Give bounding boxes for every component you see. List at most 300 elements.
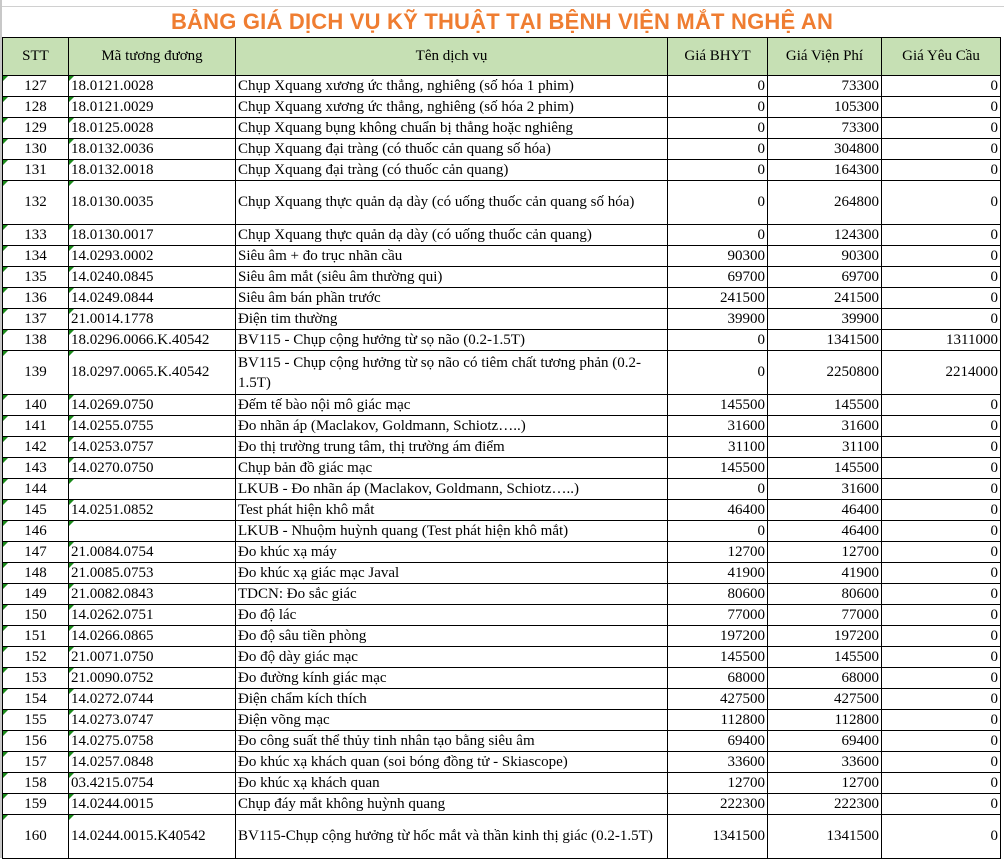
cell-ma-tuong-duong[interactable] (69, 288, 236, 309)
cell-gia-yeu-cau[interactable] (882, 288, 1001, 309)
cell-gia-yeu-cau-text: 0 (990, 711, 998, 728)
cell-gia-yeu-cau-text: 0 (990, 795, 998, 812)
cell-gia-vien-phi[interactable] (768, 794, 882, 815)
cell-stt[interactable] (3, 794, 69, 815)
cell-gia-yeu-cau[interactable] (882, 225, 1001, 246)
cell-gia-yeu-cau[interactable] (882, 752, 1001, 773)
cell-gia-vien-phi-text: 112800 (834, 711, 879, 728)
cell-ma-tuong-duong[interactable] (69, 689, 236, 710)
comment-marker-icon (69, 288, 74, 293)
cell-ten-dich-vu-text: Đo độ sâu tiền phòng (238, 627, 367, 644)
cell-gia-vien-phi-text: 31600 (841, 417, 879, 434)
comment-marker-icon (69, 647, 74, 652)
cell-ma-tuong-duong[interactable] (69, 773, 236, 794)
cell-gia-yeu-cau-text: 0 (990, 98, 998, 115)
comment-marker-icon (3, 542, 8, 547)
cell-ten-dich-vu-text: TDCN: Đo sắc giác (238, 585, 357, 602)
cell-ten-dich-vu[interactable] (236, 668, 668, 689)
cell-gia-bhyt-text: 145500 (720, 396, 765, 413)
cell-ma-tuong-duong[interactable] (69, 794, 236, 815)
header-gia-yeu-cau[interactable]: Giá Yêu Cầu (882, 38, 1001, 76)
cell-gia-yeu-cau[interactable] (882, 309, 1001, 330)
cell-ten-dich-vu[interactable] (236, 815, 668, 859)
cell-gia-yeu-cau[interactable] (882, 689, 1001, 710)
cell-ma-tuong-duong[interactable] (69, 118, 236, 139)
comment-marker-icon (69, 668, 74, 673)
cell-gia-vien-phi[interactable] (768, 605, 882, 626)
cell-stt[interactable] (3, 351, 69, 395)
cell-gia-vien-phi[interactable] (768, 97, 882, 118)
cell-gia-bhyt[interactable] (668, 330, 768, 351)
cell-stt[interactable] (3, 521, 69, 542)
cell-gia-vien-phi[interactable] (768, 118, 882, 139)
comment-marker-icon (69, 160, 74, 165)
cell-gia-yeu-cau[interactable] (882, 458, 1001, 479)
cell-stt[interactable] (3, 118, 69, 139)
cell-gia-vien-phi-text: 31600 (841, 480, 879, 497)
cell-gia-bhyt[interactable] (668, 500, 768, 521)
cell-ten-dich-vu[interactable] (236, 181, 668, 225)
comment-marker-icon (69, 563, 74, 568)
cell-stt-text: 143 (24, 459, 47, 476)
cell-gia-vien-phi-text: 77000 (841, 606, 879, 623)
cell-stt[interactable] (3, 668, 69, 689)
cell-gia-vien-phi[interactable] (768, 521, 882, 542)
cell-ten-dich-vu[interactable] (236, 689, 668, 710)
cell-ten-dich-vu[interactable] (236, 437, 668, 458)
cell-ten-dich-vu[interactable] (236, 563, 668, 584)
cell-ma-tuong-duong[interactable] (69, 181, 236, 225)
table-row (3, 118, 1001, 139)
cell-gia-yeu-cau-text: 0 (990, 161, 998, 178)
cell-ten-dich-vu[interactable] (236, 160, 668, 181)
cell-gia-bhyt[interactable] (668, 351, 768, 395)
comment-marker-icon (3, 246, 8, 251)
cell-gia-bhyt[interactable] (668, 395, 768, 416)
cell-gia-yeu-cau-text: 0 (990, 669, 998, 686)
cell-stt[interactable] (3, 458, 69, 479)
cell-gia-yeu-cau[interactable] (882, 246, 1001, 267)
cell-gia-vien-phi[interactable] (768, 479, 882, 500)
cell-ma-tuong-duong[interactable] (69, 815, 236, 859)
cell-stt[interactable] (3, 246, 69, 267)
cell-gia-bhyt[interactable] (668, 794, 768, 815)
cell-ma-tuong-duong[interactable] (69, 731, 236, 752)
cell-ma-tuong-duong-text: 18.0121.0028 (71, 77, 154, 94)
cell-ten-dich-vu-text: LKUB - Đo nhãn áp (Maclakov, Goldmann, Schiotz…..) (238, 480, 580, 497)
cell-ma-tuong-duong[interactable] (69, 584, 236, 605)
cell-ten-dich-vu[interactable] (236, 500, 668, 521)
comment-marker-icon (3, 563, 8, 568)
table-row (3, 395, 1001, 416)
table-row (3, 267, 1001, 288)
cell-gia-yeu-cau[interactable] (882, 139, 1001, 160)
cell-gia-bhyt[interactable] (668, 605, 768, 626)
cell-ma-tuong-duong[interactable] (69, 563, 236, 584)
cell-ten-dich-vu-text: Chụp đáy mắt không huỳnh quang (238, 795, 446, 812)
cell-gia-bhyt[interactable] (668, 542, 768, 563)
cell-gia-yeu-cau[interactable] (882, 500, 1001, 521)
cell-stt[interactable] (3, 160, 69, 181)
cell-gia-bhyt[interactable] (668, 689, 768, 710)
cell-ma-tuong-duong[interactable] (69, 246, 236, 267)
cell-ten-dich-vu-text: BV115 - Chụp cộng hưởng từ sọ não có tiêm chất tương phản (0.2-1.5T) (238, 354, 641, 391)
table-row (3, 731, 1001, 752)
cell-ma-tuong-duong-text: 18.0296.0066.K.40542 (71, 331, 210, 348)
cell-ten-dich-vu[interactable] (236, 626, 668, 647)
cell-gia-bhyt[interactable] (668, 139, 768, 160)
cell-gia-vien-phi[interactable] (768, 330, 882, 351)
cell-gia-yeu-cau[interactable] (882, 710, 1001, 731)
cell-gia-vien-phi[interactable] (768, 752, 882, 773)
cell-gia-yeu-cau[interactable] (882, 76, 1001, 97)
cell-gia-yeu-cau[interactable] (882, 731, 1001, 752)
cell-ten-dich-vu[interactable] (236, 731, 668, 752)
cell-gia-yeu-cau[interactable] (882, 479, 1001, 500)
cell-gia-yeu-cau-text: 0 (990, 417, 998, 434)
cell-ten-dich-vu[interactable] (236, 752, 668, 773)
cell-gia-vien-phi[interactable] (768, 689, 882, 710)
cell-gia-yeu-cau-text: 0 (990, 732, 998, 749)
cell-gia-yeu-cau-text: 0 (990, 564, 998, 581)
cell-ten-dich-vu-text: Siêu âm mắt (siêu âm thường qui) (238, 268, 443, 285)
cell-gia-yeu-cau[interactable] (882, 437, 1001, 458)
cell-gia-bhyt[interactable] (668, 710, 768, 731)
cell-gia-bhyt[interactable] (668, 309, 768, 330)
cell-gia-vien-phi[interactable] (768, 437, 882, 458)
cell-gia-bhyt[interactable] (668, 815, 768, 859)
cell-stt[interactable] (3, 773, 69, 794)
cell-gia-vien-phi[interactable] (768, 351, 882, 395)
cell-ten-dich-vu[interactable] (236, 76, 668, 97)
cell-gia-vien-phi[interactable] (768, 500, 882, 521)
table-row (3, 815, 1001, 859)
cell-gia-vien-phi[interactable] (768, 395, 882, 416)
cell-ma-tuong-duong-text: 21.0014.1778 (71, 310, 154, 327)
cell-stt-text: 147 (24, 543, 47, 560)
cell-ma-tuong-duong[interactable] (69, 76, 236, 97)
cell-gia-vien-phi[interactable] (768, 76, 882, 97)
cell-gia-yeu-cau[interactable] (882, 563, 1001, 584)
cell-gia-vien-phi[interactable] (768, 815, 882, 859)
cell-ten-dich-vu[interactable] (236, 97, 668, 118)
table-row (3, 773, 1001, 794)
cell-gia-vien-phi[interactable] (768, 710, 882, 731)
cell-ten-dich-vu[interactable] (236, 605, 668, 626)
table-row (3, 416, 1001, 437)
cell-gia-yeu-cau[interactable] (882, 668, 1001, 689)
cell-ma-tuong-duong-text: 21.0082.0843 (71, 585, 154, 602)
cell-gia-vien-phi[interactable] (768, 160, 882, 181)
cell-gia-vien-phi[interactable] (768, 542, 882, 563)
cell-gia-vien-phi[interactable] (768, 626, 882, 647)
table-row (3, 246, 1001, 267)
cell-gia-yeu-cau[interactable] (882, 416, 1001, 437)
cell-stt[interactable] (3, 815, 69, 859)
cell-ten-dich-vu[interactable] (236, 309, 668, 330)
cell-gia-vien-phi[interactable] (768, 773, 882, 794)
cell-ma-tuong-duong-text: 14.0244.0015.K40542 (71, 828, 206, 844)
cell-gia-bhyt-text: 0 (757, 161, 765, 178)
cell-ten-dich-vu[interactable] (236, 794, 668, 815)
comment-marker-icon (3, 521, 8, 526)
comment-marker-icon (3, 267, 8, 272)
comment-marker-icon (3, 731, 8, 736)
cell-gia-vien-phi[interactable] (768, 416, 882, 437)
cell-stt-text: 140 (24, 396, 47, 413)
cell-gia-yeu-cau-text: 2214000 (945, 364, 998, 380)
cell-gia-vien-phi[interactable] (768, 458, 882, 479)
cell-stt-text: 160 (24, 828, 47, 844)
cell-ten-dich-vu[interactable] (236, 395, 668, 416)
cell-gia-vien-phi[interactable] (768, 181, 882, 225)
cell-gia-yeu-cau-text: 0 (990, 753, 998, 770)
cell-stt[interactable] (3, 76, 69, 97)
cell-stt[interactable] (3, 309, 69, 330)
cell-stt-text: 137 (24, 310, 47, 327)
cell-gia-yeu-cau[interactable] (882, 815, 1001, 859)
cell-gia-bhyt[interactable] (668, 584, 768, 605)
cell-gia-bhyt[interactable] (668, 246, 768, 267)
cell-stt-text: 127 (24, 77, 47, 94)
cell-gia-bhyt[interactable] (668, 626, 768, 647)
cell-ma-tuong-duong-text: 14.0240.0845 (71, 268, 154, 285)
cell-ten-dich-vu-text: Chụp Xquang thực quản dạ dày (có uống thuốc cản quang số hóa) (238, 194, 635, 210)
cell-gia-yeu-cau[interactable] (882, 118, 1001, 139)
cell-gia-vien-phi[interactable] (768, 584, 882, 605)
top-gridline (0, 0, 1004, 7)
cell-stt-text: 152 (24, 648, 47, 665)
cell-stt[interactable] (3, 563, 69, 584)
cell-ten-dich-vu[interactable] (236, 773, 668, 794)
cell-gia-yeu-cau-text: 0 (990, 522, 998, 539)
cell-ma-tuong-duong[interactable] (69, 647, 236, 668)
cell-ten-dich-vu[interactable] (236, 479, 668, 500)
cell-ten-dich-vu[interactable] (236, 542, 668, 563)
header-ten-dich-vu[interactable]: Tên dịch vụ (236, 38, 668, 76)
cell-gia-vien-phi[interactable] (768, 563, 882, 584)
cell-ma-tuong-duong-text: 14.0251.0852 (71, 501, 154, 518)
cell-gia-bhyt[interactable] (668, 521, 768, 542)
cell-stt[interactable] (3, 584, 69, 605)
cell-ten-dich-vu[interactable] (236, 351, 668, 395)
cell-gia-vien-phi[interactable] (768, 647, 882, 668)
cell-gia-bhyt-text: 90300 (727, 247, 765, 264)
comment-marker-icon (69, 773, 74, 778)
cell-gia-yeu-cau[interactable] (882, 395, 1001, 416)
cell-gia-yeu-cau[interactable] (882, 647, 1001, 668)
cell-gia-bhyt[interactable] (668, 437, 768, 458)
cell-gia-yeu-cau[interactable] (882, 542, 1001, 563)
table-row (3, 458, 1001, 479)
cell-ma-tuong-duong[interactable] (69, 605, 236, 626)
cell-gia-bhyt[interactable] (668, 752, 768, 773)
cell-stt[interactable] (3, 626, 69, 647)
cell-ten-dich-vu[interactable] (236, 288, 668, 309)
cell-gia-yeu-cau[interactable] (882, 351, 1001, 395)
cell-ma-tuong-duong[interactable] (69, 139, 236, 160)
cell-gia-vien-phi[interactable] (768, 139, 882, 160)
cell-stt[interactable] (3, 500, 69, 521)
cell-ten-dich-vu[interactable] (236, 416, 668, 437)
cell-gia-bhyt[interactable] (668, 731, 768, 752)
cell-gia-bhyt[interactable] (668, 563, 768, 584)
cell-stt[interactable] (3, 181, 69, 225)
cell-ma-tuong-duong-text: 14.0275.0758 (71, 732, 154, 749)
comment-marker-icon (3, 500, 8, 505)
cell-gia-bhyt-text: 0 (757, 522, 765, 539)
cell-ma-tuong-duong[interactable] (69, 437, 236, 458)
cell-gia-bhyt[interactable] (668, 181, 768, 225)
cell-gia-vien-phi[interactable] (768, 267, 882, 288)
header-gia-bhyt[interactable]: Giá BHYT (668, 38, 768, 76)
cell-gia-yeu-cau[interactable] (882, 267, 1001, 288)
cell-ma-tuong-duong[interactable] (69, 97, 236, 118)
table-row (3, 710, 1001, 731)
cell-gia-yeu-cau[interactable] (882, 521, 1001, 542)
cell-gia-bhyt[interactable] (668, 267, 768, 288)
cell-ten-dich-vu[interactable] (236, 225, 668, 246)
cell-ma-tuong-duong[interactable] (69, 626, 236, 647)
table-row (3, 752, 1001, 773)
cell-ten-dich-vu[interactable] (236, 139, 668, 160)
cell-gia-yeu-cau[interactable] (882, 626, 1001, 647)
header-gia-vien-phi[interactable]: Giá Viện Phí (768, 38, 882, 76)
cell-gia-bhyt[interactable] (668, 225, 768, 246)
cell-ma-tuong-duong[interactable] (69, 542, 236, 563)
cell-ten-dich-vu[interactable] (236, 246, 668, 267)
cell-gia-vien-phi[interactable] (768, 668, 882, 689)
header-ma-tuong-duong[interactable]: Mã tương đương (69, 38, 236, 76)
cell-stt[interactable] (3, 542, 69, 563)
cell-ten-dich-vu[interactable] (236, 330, 668, 351)
cell-stt[interactable] (3, 416, 69, 437)
cell-ten-dich-vu[interactable] (236, 267, 668, 288)
cell-ten-dich-vu[interactable] (236, 118, 668, 139)
cell-stt[interactable] (3, 689, 69, 710)
cell-ten-dich-vu[interactable] (236, 710, 668, 731)
cell-ma-tuong-duong[interactable] (69, 267, 236, 288)
cell-stt[interactable] (3, 330, 69, 351)
cell-gia-vien-phi[interactable] (768, 731, 882, 752)
cell-gia-bhyt[interactable] (668, 773, 768, 794)
cell-stt[interactable] (3, 605, 69, 626)
cell-ma-tuong-duong[interactable] (69, 458, 236, 479)
cell-stt[interactable] (3, 288, 69, 309)
cell-gia-vien-phi-text: 69400 (841, 732, 879, 749)
cell-gia-bhyt[interactable] (668, 479, 768, 500)
cell-gia-yeu-cau[interactable] (882, 773, 1001, 794)
cell-stt[interactable] (3, 647, 69, 668)
cell-stt[interactable] (3, 139, 69, 160)
cell-stt[interactable] (3, 437, 69, 458)
cell-ten-dich-vu[interactable] (236, 458, 668, 479)
cell-gia-bhyt[interactable] (668, 118, 768, 139)
cell-ma-tuong-duong-text: 14.0270.0750 (71, 459, 154, 476)
cell-stt[interactable] (3, 479, 69, 500)
cell-gia-vien-phi[interactable] (768, 225, 882, 246)
cell-ma-tuong-duong[interactable] (69, 416, 236, 437)
cell-gia-vien-phi[interactable] (768, 309, 882, 330)
cell-ma-tuong-duong[interactable] (69, 521, 236, 542)
cell-stt-text: 138 (24, 331, 47, 348)
cell-gia-bhyt[interactable] (668, 647, 768, 668)
cell-gia-bhyt[interactable] (668, 668, 768, 689)
cell-gia-yeu-cau[interactable] (882, 97, 1001, 118)
cell-ma-tuong-duong[interactable] (69, 752, 236, 773)
cell-ma-tuong-duong[interactable] (69, 330, 236, 351)
table-row (3, 160, 1001, 181)
table-row (3, 330, 1001, 351)
cell-stt-text: 129 (24, 119, 47, 136)
cell-ma-tuong-duong[interactable] (69, 668, 236, 689)
cell-gia-bhyt[interactable] (668, 76, 768, 97)
cell-ma-tuong-duong[interactable] (69, 710, 236, 731)
cell-stt-text: 139 (24, 364, 47, 380)
cell-ma-tuong-duong[interactable] (69, 500, 236, 521)
cell-ma-tuong-duong[interactable] (69, 309, 236, 330)
cell-stt[interactable] (3, 731, 69, 752)
comment-marker-icon (3, 458, 8, 463)
cell-gia-bhyt[interactable] (668, 288, 768, 309)
table-row (3, 605, 1001, 626)
cell-gia-bhyt-text: 0 (757, 77, 765, 94)
cell-gia-bhyt[interactable] (668, 416, 768, 437)
cell-stt[interactable] (3, 267, 69, 288)
cell-stt[interactable] (3, 225, 69, 246)
cell-gia-yeu-cau[interactable] (882, 330, 1001, 351)
cell-gia-bhyt-text: 0 (757, 194, 765, 210)
cell-stt[interactable] (3, 752, 69, 773)
cell-gia-yeu-cau[interactable] (882, 605, 1001, 626)
cell-ten-dich-vu-text: Siêu âm + đo trục nhãn cầu (238, 247, 403, 264)
cell-ten-dich-vu[interactable] (236, 521, 668, 542)
cell-gia-vien-phi-text: 33600 (841, 753, 879, 770)
cell-ten-dich-vu-text: Đo khúc xạ giác mạc Javal (238, 564, 400, 581)
cell-gia-vien-phi-text: 41900 (841, 564, 879, 581)
comment-marker-icon (69, 752, 74, 757)
table-row (3, 500, 1001, 521)
comment-marker-icon (69, 118, 74, 123)
comment-marker-icon (69, 351, 74, 356)
cell-ma-tuong-duong[interactable] (69, 395, 236, 416)
cell-ma-tuong-duong[interactable] (69, 479, 236, 500)
cell-gia-bhyt[interactable] (668, 160, 768, 181)
cell-stt[interactable] (3, 395, 69, 416)
table-row (3, 794, 1001, 815)
cell-stt[interactable] (3, 97, 69, 118)
cell-gia-bhyt[interactable] (668, 458, 768, 479)
header-stt[interactable]: STT (3, 38, 69, 76)
cell-gia-bhyt[interactable] (668, 97, 768, 118)
cell-gia-vien-phi[interactable] (768, 288, 882, 309)
cell-gia-yeu-cau[interactable] (882, 181, 1001, 225)
cell-gia-yeu-cau[interactable] (882, 794, 1001, 815)
cell-ten-dich-vu[interactable] (236, 584, 668, 605)
cell-gia-yeu-cau[interactable] (882, 584, 1001, 605)
cell-ma-tuong-duong[interactable] (69, 225, 236, 246)
cell-ma-tuong-duong[interactable] (69, 351, 236, 395)
cell-ten-dich-vu[interactable] (236, 647, 668, 668)
cell-gia-yeu-cau[interactable] (882, 160, 1001, 181)
comment-marker-icon (3, 309, 8, 314)
cell-stt-text: 136 (24, 289, 47, 306)
cell-stt[interactable] (3, 710, 69, 731)
cell-gia-bhyt-text: 31600 (727, 417, 765, 434)
cell-ma-tuong-duong[interactable] (69, 160, 236, 181)
comment-marker-icon (69, 479, 74, 484)
cell-gia-vien-phi[interactable] (768, 246, 882, 267)
